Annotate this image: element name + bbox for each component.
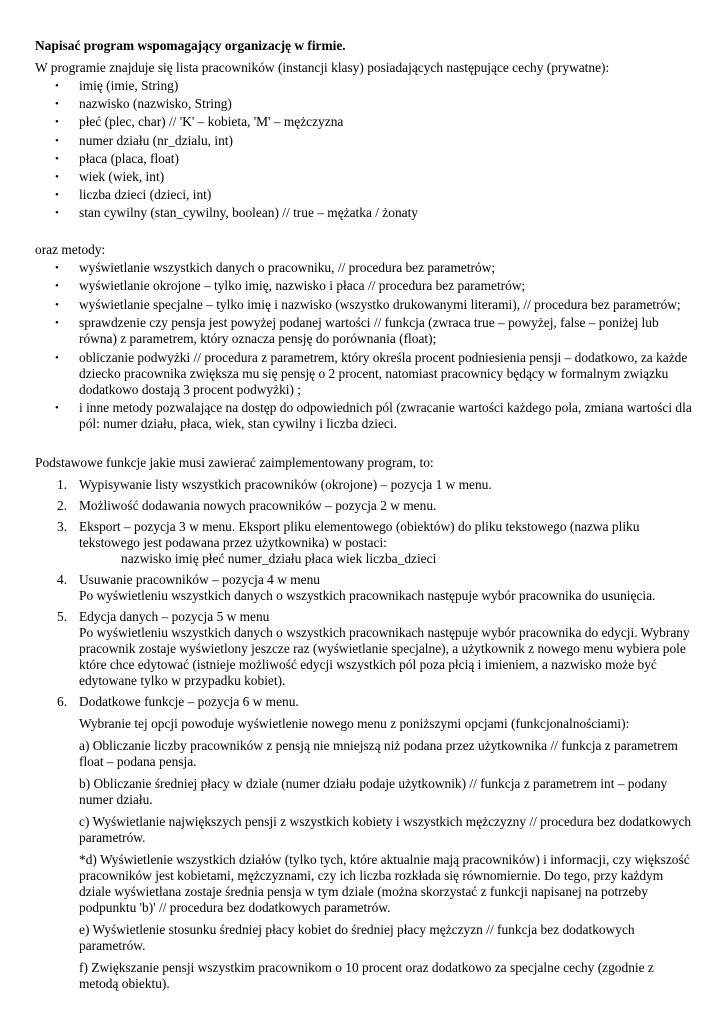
item-number: 4.	[57, 571, 68, 587]
sub-option: b) Obliczanie średniej płacy w dziale (numer działu podaje użytkownik) // funkcja z parametrem int – podany numer działu.	[79, 775, 668, 807]
list-item: • i inne metody pozwalające na dostęp do odpowiednich pól (zwracanie wartości każdego pola, zmiana wartości dla pól: numer działu, płaca, wiek, stan cywilny i liczba dzieci.	[35, 400, 695, 432]
attributes-list	[35, 78, 695, 221]
methods-list	[35, 260, 695, 433]
list-item	[35, 477, 695, 493]
sub-option: c) Wyświetlanie największych pensji z wszystkich kobiety i wszystkich mężczyzny // procedura bez dodatkowych parametrów.	[79, 813, 692, 845]
list-item	[35, 609, 695, 689]
list-item: • płeć (plec, char) // 'K' – kobieta, 'M' – mężczyzna	[35, 114, 695, 130]
item-detail: Po wyświetleniu wszystkich danych o wszystkich pracownikach następuje wybór pracownika do edycji. Wybrany pracownik zostaje wyświetlony jeszcze raz (wyświetlanie specjalne), a użytkownik z nowego menu wybiera pole które chce edytować (istnieje możliwość edycji wszystkich pól poza płcią i imieniem, a nazwisko może być edytowane tylko w przypadku kobiet).	[79, 624, 690, 688]
item-number: 6.	[57, 693, 68, 709]
functions-intro: Podstawowe funkcje jakie musi zawierać zaimplementowany program, to:	[35, 454, 434, 470]
list-item: • wiek (wiek, int)	[35, 169, 695, 185]
list-item: • imię (imie, String)	[35, 78, 695, 94]
intro-paragraph: W programie znajduje się lista pracowników (instancji klasy) posiadających następujące cechy (prywatne):	[35, 60, 610, 75]
item-number: 2.	[57, 497, 68, 513]
list-item: • wyświetlanie wszystkich danych o pracowniku, // procedura bez parametrów;	[35, 260, 695, 276]
list-item: • wyświetlanie specjalne – tylko imię i nazwisko (wszystko drukowanymi literami), // procedura bez parametrów;	[35, 297, 695, 313]
list-item: • obliczanie podwyżki // procedura z parametrem, który określa procent podniesienia pensji – dodatkowo, za każde dziecko pracownika zwiększa mu się pensję o 2 procent, natomiast pracownicy będący w formalnym związku dodatkowo dostają 3 procent podwyżki) ;	[35, 350, 695, 398]
document-page	[35, 38, 695, 997]
sub-option: e) Wyświetlenie stosunku średniej płacy kobiet do średniej płacy mężczyzn // funkcja bez dodatkowych parametrów.	[79, 921, 635, 953]
list-item	[35, 519, 695, 567]
item-text: Dodatkowe funkcje – pozycja 6 w menu.	[79, 693, 299, 709]
item-number: 1.	[57, 476, 68, 492]
list-item: • stan cywilny (stan_cywilny, boolean) // true – mężatka / żonaty	[35, 205, 695, 221]
item-text: Wypisywanie listy wszystkich pracowników (okrojone) – pozycja 1 w menu.	[79, 476, 492, 492]
item-detail: Wybranie tej opcji powoduje wyświetlenie nowego menu z poniższymi opcjami (funkcjonalnościami):	[79, 715, 630, 731]
functions-list	[35, 477, 695, 992]
item-number: 5.	[57, 608, 68, 624]
export-format: nazwisko imię płeć numer_działu płaca wiek liczba_dzieci	[121, 550, 437, 566]
sub-option: a) Obliczanie liczby pracowników z pensją nie mniejszą niż podana przez użytkownika // funkcja z parametrem float – podana pensja.	[79, 737, 678, 769]
list-item: • płaca (placa, float)	[35, 151, 695, 167]
item-text: Usuwanie pracowników – pozycja 4 w menu	[79, 571, 320, 587]
sub-option: *d) Wyświetlenie wszystkich działów (tylko tych, które aktualnie mają pracowników) i informacji, czy większość pracowników jest kobietami, mężczyznami, czy ich liczba rozkłada się równomiernie. Do tego, przy każdym dziale wyświetlana zostaje średnia pensja w tym dziale (można skorzystać z funkcji napisanej na potrzeby podpunktu 'b)' // procedura bez dodatkowych parametrów.	[79, 851, 690, 915]
list-item: • nazwisko (nazwisko, String)	[35, 96, 695, 112]
item-text: Możliwość dodawania nowych pracowników – pozycja 2 w menu.	[79, 497, 437, 513]
list-item	[35, 572, 695, 604]
list-item: • wyświetlanie okrojone – tylko imię, nazwisko i płaca // procedura bez parametrów;	[35, 278, 695, 294]
list-item	[35, 694, 695, 992]
list-item: • liczba dzieci (dzieci, int)	[35, 187, 695, 203]
item-text: Eksport – pozycja 3 w menu. Eksport pliku elementowego (obiektów) do pliku tekstowego (nazwa pliku tekstowego jest podawana przez użytkownika) w postaci:	[79, 518, 640, 550]
item-detail: Po wyświetleniu wszystkich danych o wszystkich pracownikach następuje wybór pracownika do usunięcia.	[79, 587, 656, 603]
document-title: Napisać program wspomagający organizację w firmie.	[35, 38, 346, 53]
list-item: • numer działu (nr_dzialu, int)	[35, 133, 695, 149]
methods-intro: oraz metody:	[35, 241, 106, 257]
item-number: 3.	[57, 518, 68, 534]
list-item: • sprawdzenie czy pensja jest powyżej podanej wartości // funkcja (zwraca true – powyżej, false – poniżej lub równa) z parametrem, który oznacza pensję do porównania (float);	[35, 315, 695, 347]
sub-option: f) Zwiększanie pensji wszystkim pracownikom o 10 procent oraz dodatkowo za specjalne cechy (zgodnie z metodą obiektu).	[79, 959, 654, 991]
list-item	[35, 498, 695, 514]
item-text: Edycja danych – pozycja 5 w menu	[79, 608, 270, 624]
